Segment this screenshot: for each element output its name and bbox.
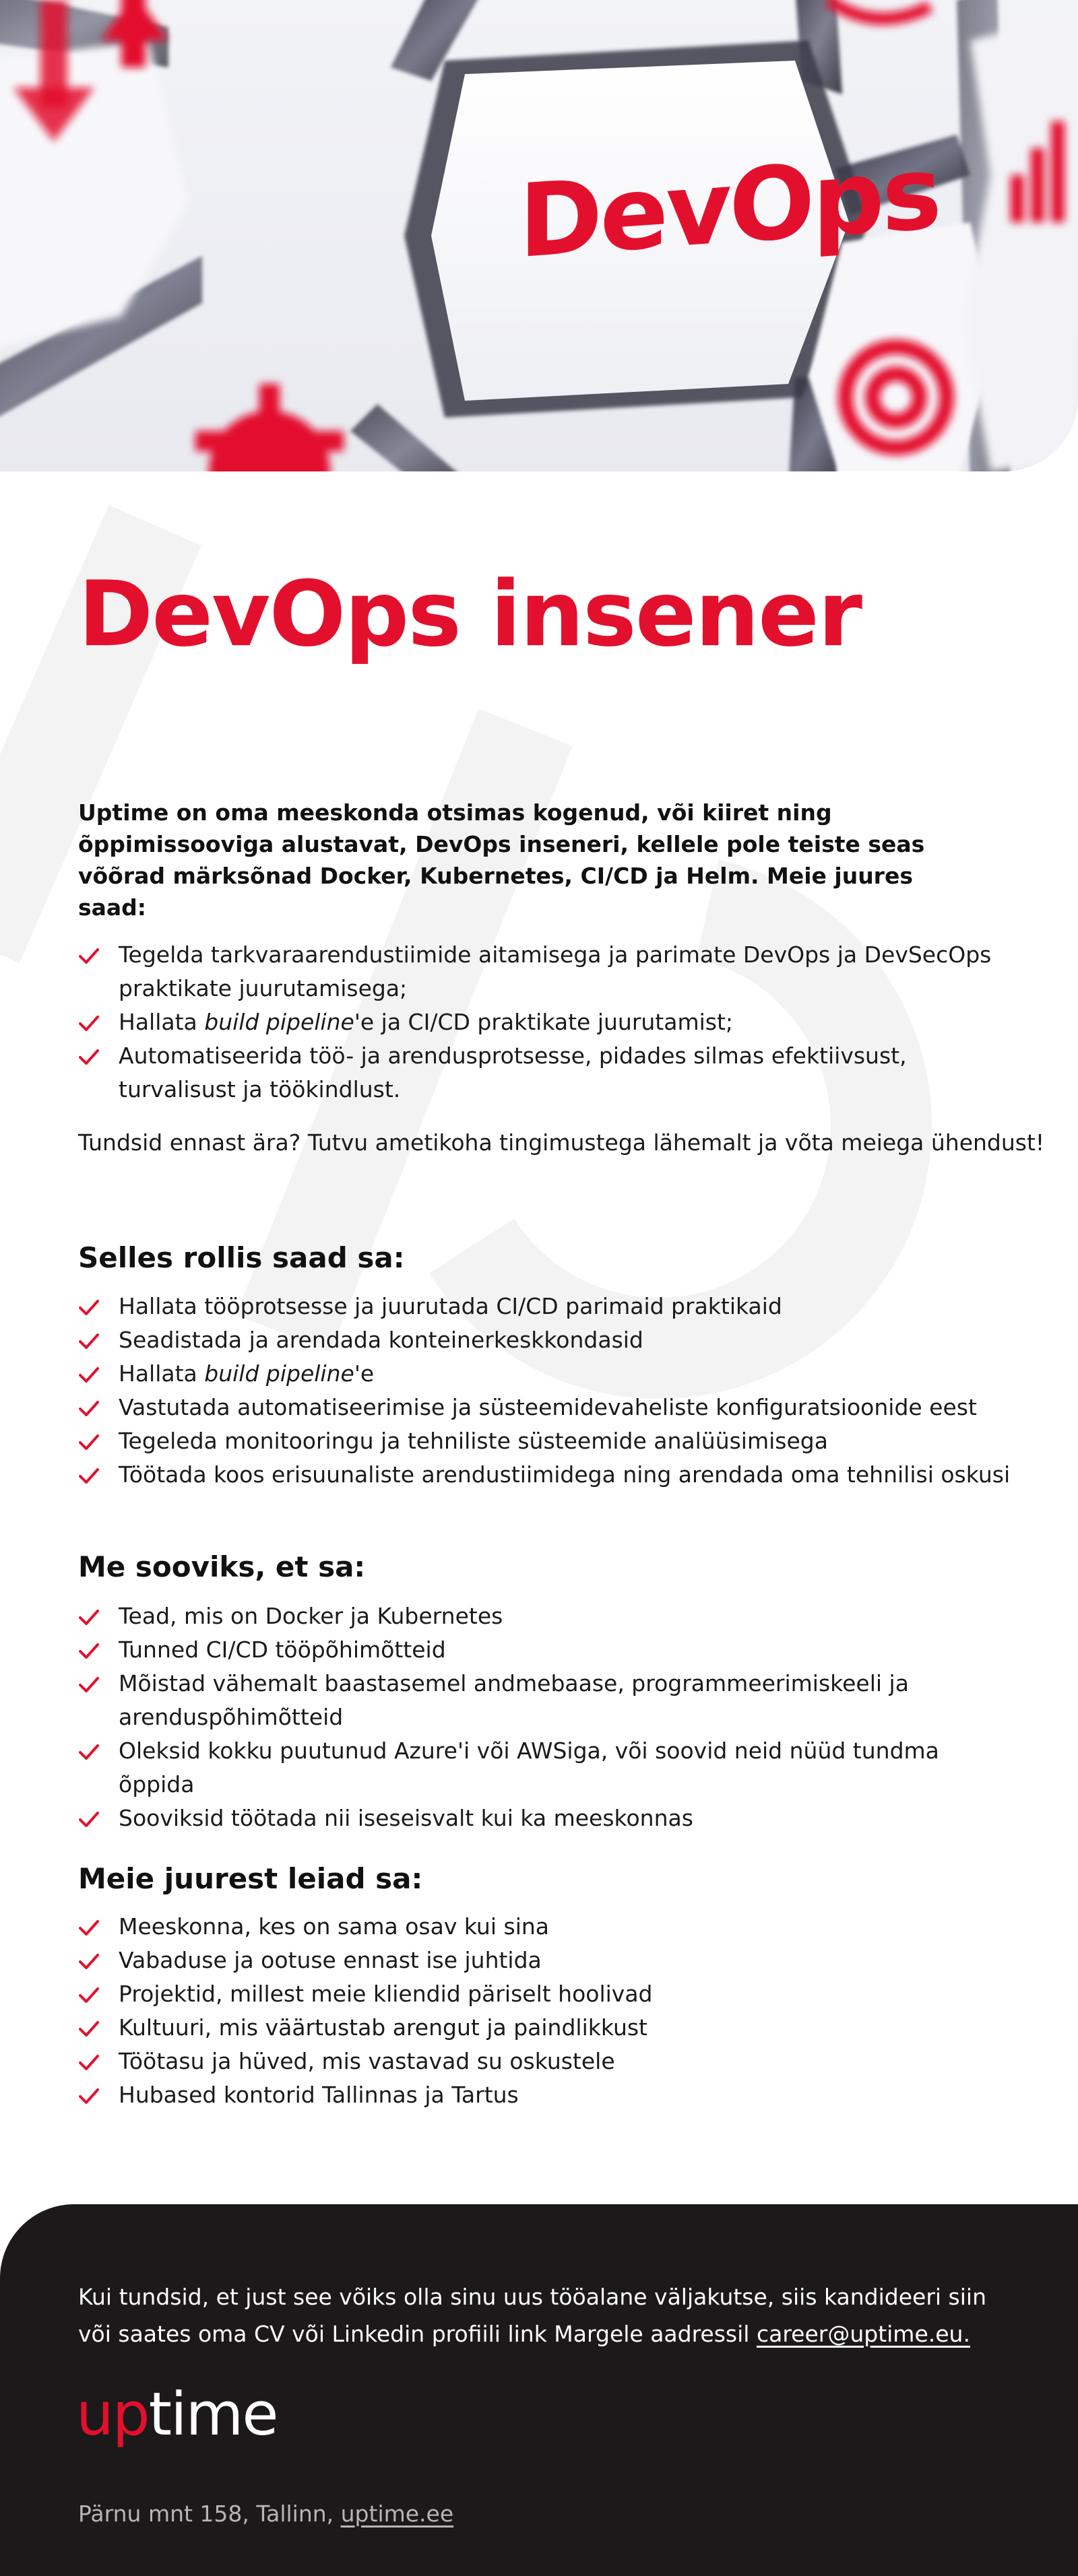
checkmark-icon (78, 1743, 100, 1762)
requirements-list (78, 1599, 1021, 1835)
checkmark-icon (78, 1332, 100, 1351)
checkmark-icon (78, 1608, 100, 1627)
list-item-text: Tegelda tarkvaraarendustiimide aitamisega ja parimate DevOps ja DevSecOps praktikate juurutamisega; (119, 942, 992, 1001)
list-item (78, 1667, 1021, 1734)
list-item (78, 1039, 994, 1107)
list-item-text: Mõistad vähemalt baastasemel andmebaase, programmeerimiskeeli ja arenduspõhimõtteid (119, 1670, 909, 1730)
list-item (78, 2045, 1021, 2078)
list-item (78, 1391, 1021, 1424)
list-item (78, 938, 994, 1005)
footer-address (78, 2501, 453, 2527)
list-item-text: Seadistada ja arendada konteinerkeskkondasid (119, 1327, 643, 1353)
logo-text-up: up (76, 2387, 149, 2449)
checkmark-icon (78, 1952, 100, 1971)
list-item (78, 1323, 1021, 1357)
list-item-emphasis: build pipeline (204, 1360, 354, 1387)
list-item (78, 1458, 1021, 1492)
list-item-text: Vastutada automatiseerimise ja süsteemidevaheliste konfiguratsioonide eest (119, 1394, 977, 1420)
role-duties-list (78, 1290, 1021, 1492)
checkmark-icon (78, 1298, 100, 1317)
list-item (78, 1944, 1021, 1977)
list-item (78, 1633, 1021, 1667)
list-item (78, 1802, 1021, 1835)
intro-paragraph: Uptime on oma meeskonda otsimas kogenud, või kiiret ning õppimissooviga alustavat, DevOps inseneri, kellele pole teiste seas võõrad märksõnad Docker, Kubernetes, CI/CD ja Helm. Meie juures saad: (78, 799, 925, 921)
hero-hexagon-illustration (0, 0, 1078, 471)
checkmark-icon (78, 2020, 100, 2039)
list-item (78, 1734, 1021, 1802)
list-item-text: Sooviksid töötada nii iseseisvalt kui ka meeskonnas (119, 1805, 693, 1831)
cta-text: Tundsid ennast ära? Tutvu ametikoha tingimustega lähemalt ja võta meiega ühendust! (78, 1129, 1045, 1156)
logo-text-time: time (148, 2387, 278, 2449)
list-item (78, 1977, 1021, 2011)
checkmark-icon (78, 1048, 100, 1067)
gear-icon (195, 384, 344, 471)
list-item-text: Tegeleda monitooringu ja tehniliste süsteemide analüüsimisega (119, 1428, 828, 1454)
address-text: Pärnu mnt 158, Tallinn, (78, 2501, 341, 2527)
checkmark-icon (78, 1986, 100, 2005)
list-item-text: Oleksid kokku puutunud Azure'i või AWSiga, või soovid neid nüüd tundma õppida (119, 1738, 939, 1797)
intro-benefits-list (78, 938, 994, 1107)
list-item (78, 1910, 1021, 1944)
list-item-text: Tead, mis on Docker ja Kubernetes (119, 1603, 503, 1629)
career-email-link[interactable]: career@uptime.eu. (756, 2321, 970, 2347)
list-item-text: Kultuuri, mis väärtustab arengut ja paindlikkust (119, 2014, 647, 2041)
uptime-logo[interactable] (76, 2387, 312, 2455)
checkmark-icon (78, 1433, 100, 1452)
website-link[interactable]: uptime.ee (340, 2501, 454, 2527)
checkmark-icon (78, 947, 100, 966)
page-title: DevOps insener (78, 562, 862, 667)
checkmark-icon (78, 1810, 100, 1829)
checkmark-icon (78, 1399, 100, 1418)
list-item (78, 1424, 1021, 1458)
checkmark-icon (78, 2053, 100, 2072)
footer-apply-text (78, 2278, 1008, 2352)
list-item-text: Hubased kontorid Tallinnas ja Tartus (119, 2082, 519, 2108)
checkmark-icon (78, 1366, 100, 1385)
list-item (78, 1290, 1021, 1323)
list-item-text: Automatiseerida töö- ja arendusprotsesse, pidades silmas efektiivsust, turvalisust ja töökindlust. (119, 1043, 907, 1102)
hero-label: DevOps (519, 134, 940, 282)
checkmark-icon (78, 1642, 100, 1661)
list-item-text: Hallata tööprotsesse ja juurutada CI/CD parimaid praktikaid (119, 1293, 782, 1319)
footer-apply-sentence: Kui tundsid, et just see võiks olla sinu uus tööalane väljakutse, siis kandideeri siin või saates oma CV või Linkedin profiili link Margele aadressil (78, 2284, 987, 2347)
list-item (78, 1005, 994, 1039)
list-item-text-end: 'e ja CI/CD praktikate juurutamist; (354, 1009, 734, 1035)
list-item-text: Meeskonna, kes on sama osav kui sina (119, 1913, 550, 1940)
list-item (78, 1357, 1021, 1391)
benefits-list (78, 1910, 1021, 2112)
checkmark-icon (78, 1676, 100, 1694)
list-item-emphasis: build pipeline (204, 1009, 354, 1035)
list-item-text: Töötasu ja hüved, mis vastavad su oskustele (119, 2048, 615, 2074)
checkmark-icon (78, 1014, 100, 1033)
checkmark-icon (78, 1467, 100, 1486)
section-title-role: Selles rollis saad sa: (78, 1241, 405, 1274)
list-item-text: Projektid, millest meie kliendid päriselt hoolivad (119, 1981, 653, 2007)
list-item-text: Hallata (119, 1360, 205, 1387)
checkmark-icon (78, 2087, 100, 2106)
list-item (78, 2078, 1021, 2112)
svg-text:uptime (76, 2387, 277, 2449)
list-item (78, 2011, 1021, 2045)
checkmark-icon (78, 1919, 100, 1938)
list-item-text: Hallata (119, 1009, 205, 1035)
footer (0, 2204, 1078, 2576)
list-item-text-end: 'e (354, 1360, 375, 1387)
list-item (78, 1599, 1021, 1633)
list-item-text: Töötada koos erisuunaliste arendustiimidega ning arendada oma tehnilisi oskusi (119, 1461, 1011, 1488)
section-title-requirements: Me sooviks, et sa: (78, 1550, 366, 1583)
list-item-text: Tunned CI/CD tööpõhimõtteid (119, 1637, 446, 1663)
section-title-benefits: Meie juurest leiad sa: (78, 1862, 423, 1895)
hero-image (0, 0, 1078, 471)
list-item-text: Vabaduse ja ootuse ennast ise juhtida (119, 1947, 542, 1973)
